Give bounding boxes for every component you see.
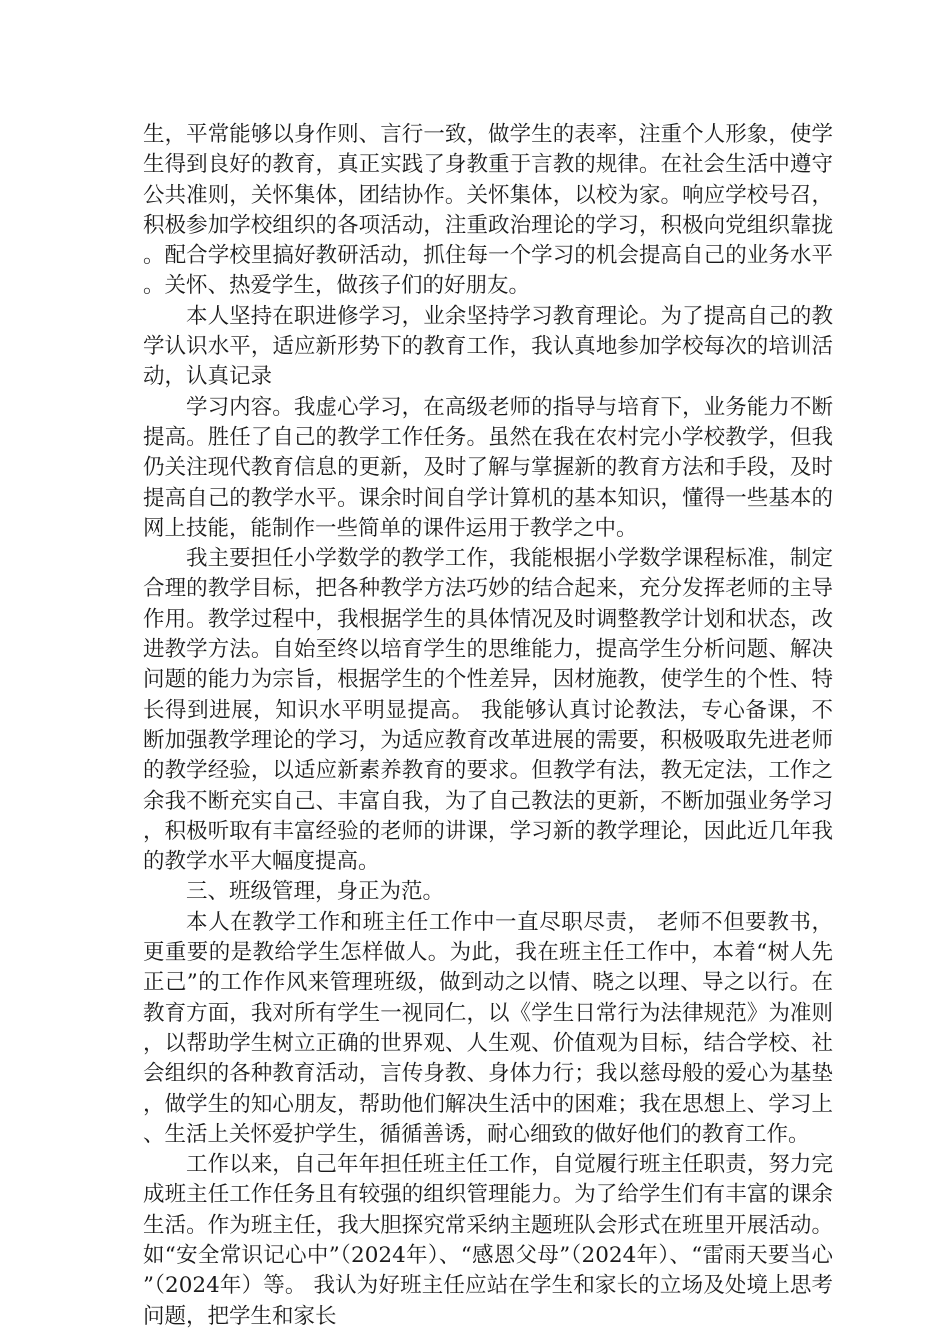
document-body	[143, 120, 833, 1332]
paragraph-3: 学习内容。我虚心学习，在高级老师的指导与培育下，业务能力不断提高。胜任了自己的教学工作任务。虽然在我在农村完小学校教学，但我仍关注现代教育信息的更新，及时了解与掌握新的教育方法和手段，及时提高自己的教学水平。课余时间自学计算机的基本知识，懂得一些基本的网上技能，能制作一些简单的课件运用于教学之中。	[143, 394, 833, 541]
paragraph-4: 我主要担任小学数学的教学工作，我能根据小学数学课程标准，制定合理的教学目标，把各种教学方法巧妙的结合起来，充分发挥老师的主导作用。教学过程中，我根据学生的具体情况及时调整教学计划和状态，改进教学方法。自始至终以培育学生的思维能力，提高学生分析问题、解决问题的能力为宗旨，根据学生的个性差异，因材施教，使学生的个性、特长得到进展，知识水平明显提高。 我能够认真讨论教法，专心备课，不断加强教学理论的学习，为适应教育改革进展的需要，积极吸取先进老师的教学经验，以适应新素养教育的要求。但教学有法，教无定法，工作之余我不断充实自己、丰富自我，为了自己教法的更新，不断加强业务学习，积极听取有丰富经验的老师的讲课，学习新的教学理论，因此近几年我的教学水平大幅度提高。	[143, 546, 833, 875]
paragraph-1: 生，平常能够以身作则、言行一致，做学生的表率，注重个人形象，使学生得到良好的教育，真正实践了身教重于言教的规律。在社会生活中遵守公共准则，关怀集体，团结协作。关怀集体，以校为家。响应学校号召，积极参加学校组织的各项活动，注重政治理论的学习，积极向党组织靠拢。配合学校里搞好教研活动，抓住每一个学习的机会提高自己的业务水平。关怀、热爱学生，做孩子们的好朋友。	[143, 122, 833, 299]
paragraph-2: 本人坚持在职进修学习，业余坚持学习教育理论。为了提高自己的教学认识水平，适应新形势下的教育工作，我认真地参加学校每次的培训活动，认真记录	[143, 303, 833, 390]
paragraph-6: 本人在教学工作和班主任工作中一直尽职尽责， 老师不但要教书，更重要的是教给学生怎样做人。为此，我在班主任工作中，本着“树人先正己”的工作作风来管理班级，做到动之以情、晓之以理、导之以行。在教育方面，我对所有学生一视同仁，以《学生日常行为法律规范》为准则，以帮助学生树立正确的世界观、人生观、价值观为目标，结合学校、社会组织的各种教育活动，言传身教、身体力行；我以慈母般的爱心为基垫，做学生的知心朋友，帮助他们解决生活中的困难；我在思想上、学习上、生活上关怀爱护学生，循循善诱，耐心细致的做好他们的教育工作。	[143, 909, 833, 1147]
paragraph-7: 工作以来，自己年年担任班主任工作，自觉履行班主任职责，努力完成班主任工作任务且有较强的组织管理能力。为了给学生们有丰富的课余生活。作为班主任，我大胆探究常采纳主题班队会形式在班里开展活动。如“安全常识记心中”（2024年）、“感恩父母”（2024年）、“雷雨天要当心”（2024年）等。 我认为好班主任应站在学生和家长的立场及处境上思考问题，把学生和家长	[143, 1152, 833, 1329]
section-heading-class-management: 三、班级管理，身正为范。	[186, 879, 445, 905]
